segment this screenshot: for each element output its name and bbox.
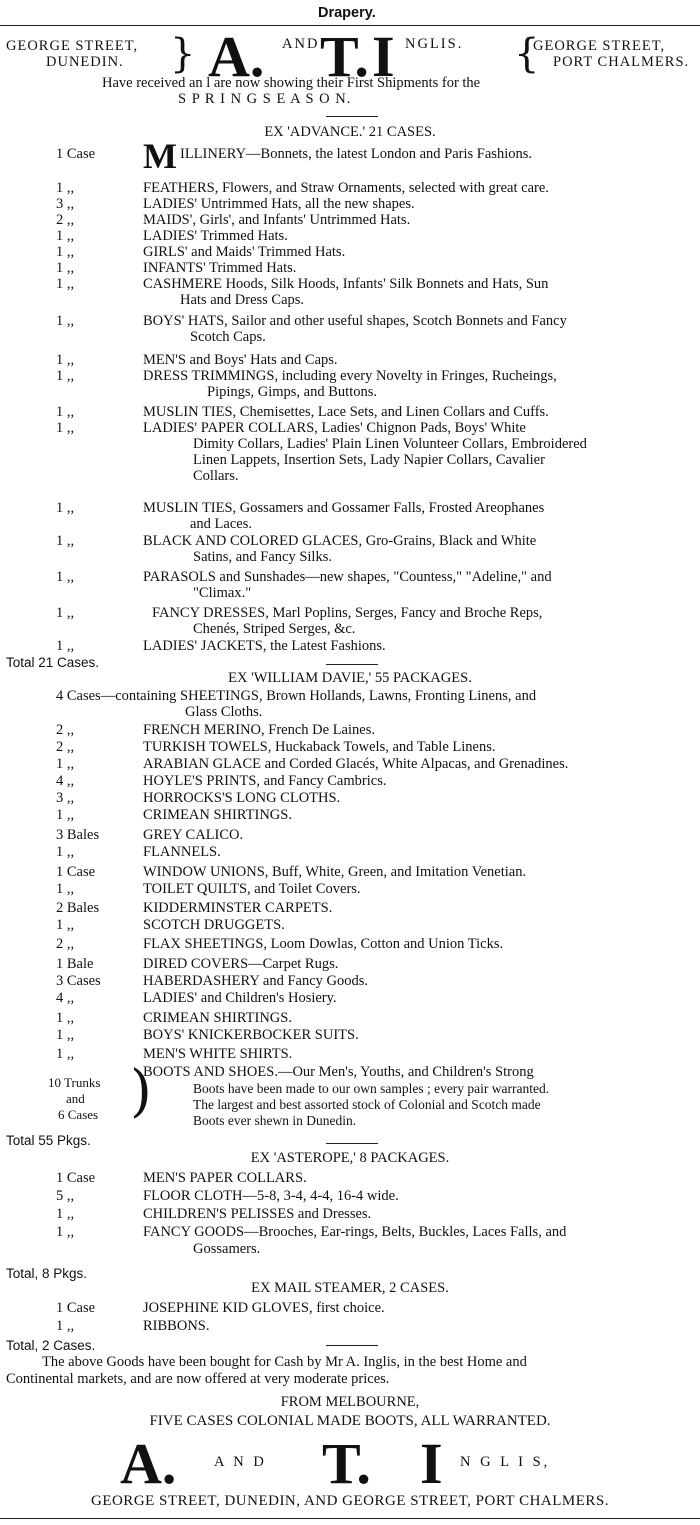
qty: 1 ,,: [56, 404, 75, 420]
drop-cap-m: M: [143, 136, 177, 176]
list-item: TURKISH TOWELS, Huckaback Towels, and Table Linens.: [143, 739, 496, 755]
list-item-continued: Hats and Dress Caps.: [180, 292, 305, 308]
list-item: WINDOW UNIONS, Buff, White, Green, and Imitation Venetian.: [143, 864, 527, 880]
list-item: CHILDREN'S PELISSES and Dresses.: [143, 1206, 372, 1222]
list-item: MEN'S PAPER COLLARS.: [143, 1170, 307, 1186]
qty: 1 ,,: [56, 1010, 75, 1026]
list-item: BOYS' HATS, Sailor and other useful shapes, Scotch Bonnets and Fancy: [143, 313, 567, 329]
list-item: CASHMERE Hoods, Silk Hoods, Infants' Silk Bonnets and Hats, Sun: [143, 276, 549, 292]
list-item: HORROCKS'S LONG CLOTHS.: [143, 790, 341, 806]
qty: 1 ,,: [56, 352, 75, 368]
qty: 1 ,,: [56, 638, 75, 654]
section-rule: [326, 664, 378, 665]
list-item: DRESS TRIMMINGS, including every Novelty in Fringes, Rucheings,: [143, 368, 557, 384]
list-item: 4 Cases—containing SHEETINGS, Brown Hollands, Lawns, Fronting Linens, and: [56, 688, 537, 704]
list-item: KIDDERMINSTER CARPETS.: [143, 900, 333, 916]
list-item: JOSEPHINE KID GLOVES, first choice.: [143, 1300, 385, 1316]
qty: 4 ,,: [56, 990, 75, 1006]
footer-initial-i: I: [420, 1431, 443, 1496]
list-item: LADIES' PAPER COLLARS, Ladies' Chignon Pads, Boys' White: [143, 420, 526, 436]
season-heading: S P R I N G S E A S O N.: [178, 91, 352, 107]
qty: 1 Bale: [56, 956, 94, 972]
section-heading-mail: EX MAIL STEAMER, 2 CASES.: [251, 1280, 449, 1296]
list-item: FEATHERS, Flowers, and Straw Ornaments, selected with great care.: [143, 180, 549, 196]
footer-nglis: N G L I S,: [460, 1454, 551, 1470]
qty: 2 Bales: [56, 900, 100, 916]
qty: 4 ,,: [56, 773, 75, 789]
list-item-continued: Glass Cloths.: [185, 704, 263, 720]
list-item: GREY CALICO.: [143, 827, 244, 843]
masthead-nglis: NGLIS.: [405, 36, 464, 52]
qty: 1 ,,: [56, 807, 75, 823]
boots-brace: ): [130, 1059, 152, 1124]
list-item: HOYLE'S PRINTS, and Fancy Cambrics.: [143, 773, 387, 789]
section-rule: [326, 1345, 378, 1346]
qty: 3 Bales: [56, 827, 100, 843]
list-item: GIRLS' and Maids' Trimmed Hats.: [143, 244, 346, 260]
list-item: FLANNELS.: [143, 844, 221, 860]
qty: 1 ,,: [56, 881, 75, 897]
footer-initial-t: T.: [322, 1431, 371, 1496]
masthead-right-city: PORT CHALMERS.: [553, 54, 690, 70]
bottom-rule: [0, 1518, 700, 1519]
qty: 1 ,,: [56, 228, 75, 244]
list-item: FRENCH MERINO, French De Laines.: [143, 722, 375, 738]
footer-address: GEORGE STREET, DUNEDIN, AND GEORGE STREET, PORT CHALMERS.: [90, 1493, 609, 1509]
page-title: Drapery.: [318, 5, 376, 21]
masthead-initial-t: T.: [320, 24, 369, 89]
qty: 1 Case: [56, 1300, 96, 1316]
list-item: ARABIAN GLACE and Corded Glacés, White Alpacas, and Grenadines.: [143, 756, 569, 772]
footer-and: A N D: [214, 1454, 267, 1470]
list-item: MEN'S and Boys' Hats and Caps.: [143, 352, 338, 368]
list-item: FANCY GOODS—Brooches, Ear-rings, Belts, Buckles, Laces Falls, and: [143, 1224, 567, 1240]
list-item: BOOTS AND SHOES.—Our Men's, Youths, and Children's Strong: [143, 1064, 534, 1080]
section-total-advance: Total 21 Cases.: [6, 655, 100, 670]
section-total-mail: Total, 2 Cases.: [6, 1338, 96, 1353]
footer-initial-a: A.: [120, 1431, 177, 1496]
qty: 3 ,,: [56, 196, 75, 212]
qty: 3 Cases: [56, 973, 101, 989]
list-item-continued: Boots have been made to our own samples ; every pair warranted.: [193, 1081, 550, 1096]
qty: 1 ,,: [56, 420, 75, 436]
list-item: FANCY DRESSES, Marl Poplins, Serges, Fancy and Broche Reps,: [152, 605, 543, 621]
section-rule: [326, 116, 378, 117]
list-item: RIBBONS.: [143, 1318, 210, 1334]
qty: 1 ,,: [56, 1027, 75, 1043]
melbourne-heading: FROM MELBOURNE,: [280, 1394, 420, 1410]
masthead-initial-i: I: [372, 24, 395, 89]
qty: 1 ,,: [56, 244, 75, 260]
list-item: LADIES' Untrimmed Hats, all the new shapes.: [143, 196, 415, 212]
masthead-intro: Have received an l are now showing their First Shipments for the: [102, 75, 481, 91]
masthead-left-street: GEORGE STREET,: [6, 38, 139, 54]
list-item-continued: The largest and best assorted stock of Colonial and Scotch made: [193, 1097, 541, 1112]
list-item-continued: Chenés, Striped Serges, &c.: [193, 621, 356, 637]
list-item: LADIES' JACKETS, the Latest Fashions.: [143, 638, 386, 654]
section-total-asterope: Total, 8 Pkgs.: [6, 1266, 88, 1281]
list-item: CRIMEAN SHIRTINGS.: [143, 807, 292, 823]
list-item: MUSLIN TIES, Gossamers and Gossamer Falls, Frosted Areophanes: [143, 500, 545, 516]
list-item-continued: Linen Lappets, Insertion Sets, Lady Napier Collars, Cavalier: [193, 452, 545, 468]
qty: 1 Case: [56, 146, 96, 162]
masthead-left-city: DUNEDIN.: [46, 54, 124, 70]
melbourne-boots: FIVE CASES COLONIAL MADE BOOTS, ALL WARRANTED.: [149, 1413, 551, 1429]
qty: 2 ,,: [56, 936, 75, 952]
qty: 1 ,,: [56, 1224, 75, 1240]
qty: 1 Case: [56, 864, 96, 880]
qty: 2 ,,: [56, 212, 75, 228]
list-item: BOYS' KNICKERBOCKER SUITS.: [143, 1027, 359, 1043]
qty: 1 ,,: [56, 1206, 75, 1222]
closing-paragraph-continued: Continental markets, and are now offered at very moderate prices.: [6, 1371, 390, 1387]
masthead-initial-a: A.: [208, 24, 265, 89]
masthead-and: AND: [282, 36, 320, 52]
section-heading-advance: EX 'ADVANCE.' 21 CASES.: [264, 124, 436, 140]
qty: 1 ,,: [56, 313, 75, 329]
list-item-continued: and Laces.: [190, 516, 252, 532]
list-item: DIRED COVERS—Carpet Rugs.: [143, 956, 339, 972]
qty: 1 ,,: [56, 917, 75, 933]
qty: 3 ,,: [56, 790, 75, 806]
list-item-continued: Boots ever shewn in Dunedin.: [193, 1113, 357, 1128]
list-item: INFANTS' Trimmed Hats.: [143, 260, 297, 276]
section-heading-davie: EX 'WILLIAM DAVIE,' 55 PACKAGES.: [228, 670, 472, 686]
qty: 1 ,,: [56, 756, 75, 772]
qty: 1 Case: [56, 1170, 96, 1186]
qty: 1 ,,: [56, 1046, 75, 1062]
list-item-continued: Dimity Collars, Ladies' Plain Linen Volunteer Collars, Embroidered: [193, 436, 587, 452]
qty: 2 ,,: [56, 722, 75, 738]
list-item-continued: Scotch Caps.: [190, 329, 266, 345]
list-item: CRIMEAN SHIRTINGS.: [143, 1010, 292, 1026]
list-item-continued: "Climax.": [193, 585, 252, 601]
list-item-continued: Pipings, Gimps, and Buttons.: [207, 384, 377, 400]
list-item: FLOOR CLOTH—5-8, 3-4, 4-4, 16-4 wide.: [143, 1188, 399, 1204]
list-item: PARASOLS and Sunshades—new shapes, "Countess," "Adeline," and: [143, 569, 552, 585]
list-item-continued: Gossamers.: [193, 1241, 261, 1257]
qty: 1 ,,: [56, 533, 75, 549]
qty: 2 ,,: [56, 739, 75, 755]
qty: 1 ,,: [56, 844, 75, 860]
list-item: LADIES' and Children's Hosiery.: [143, 990, 337, 1006]
list-item: MEN'S WHITE SHIRTS.: [143, 1046, 293, 1062]
section-total-davie: Total 55 Pkgs.: [6, 1133, 91, 1148]
masthead-right-street: GEORGE STREET,: [533, 38, 666, 54]
list-item: HABERDASHERY and Fancy Goods.: [143, 973, 369, 989]
qty: 1 ,,: [56, 605, 75, 621]
qty: 1 ,,: [56, 569, 75, 585]
qty: 1 ,,: [56, 1318, 75, 1334]
qty: 1 ,,: [56, 276, 75, 292]
list-item: FLAX SHEETINGS, Loom Dowlas, Cotton and Union Ticks.: [143, 936, 504, 952]
qty: 1 ,,: [56, 180, 75, 196]
qty: 5 ,,: [56, 1188, 75, 1204]
list-item: TOILET QUILTS, and Toilet Covers.: [143, 881, 361, 897]
qty: 1 ,,: [56, 500, 75, 516]
qty: 10 Trunks: [48, 1075, 101, 1090]
qty: 1 ,,: [56, 368, 75, 384]
list-item-continued: Collars.: [193, 468, 239, 484]
section-rule: [326, 1143, 378, 1144]
right-brace: {: [514, 31, 540, 77]
qty: 1 ,,: [56, 260, 75, 276]
list-item-continued: Satins, and Fancy Silks.: [193, 549, 332, 565]
left-brace: }: [170, 31, 196, 77]
list-item: MAIDS', Girls', and Infants' Untrimmed Hats.: [143, 212, 411, 228]
list-item: MUSLIN TIES, Chemisettes, Lace Sets, and Linen Collars and Cuffs.: [143, 404, 549, 420]
list-item: BLACK AND COLORED GLACES, Gro-Grains, Black and White: [143, 533, 537, 549]
list-item: ILLINERY—Bonnets, the latest London and Paris Fashions.: [180, 146, 532, 162]
qty: and: [66, 1091, 85, 1106]
section-heading-asterope: EX 'ASTEROPE,' 8 PACKAGES.: [250, 1150, 450, 1166]
list-item: LADIES' Trimmed Hats.: [143, 228, 288, 244]
list-item: SCOTCH DRUGGETS.: [143, 917, 285, 933]
qty: 6 Cases: [58, 1107, 99, 1122]
closing-paragraph: The above Goods have been bought for Cash by Mr A. Inglis, in the best Home and: [42, 1354, 527, 1370]
